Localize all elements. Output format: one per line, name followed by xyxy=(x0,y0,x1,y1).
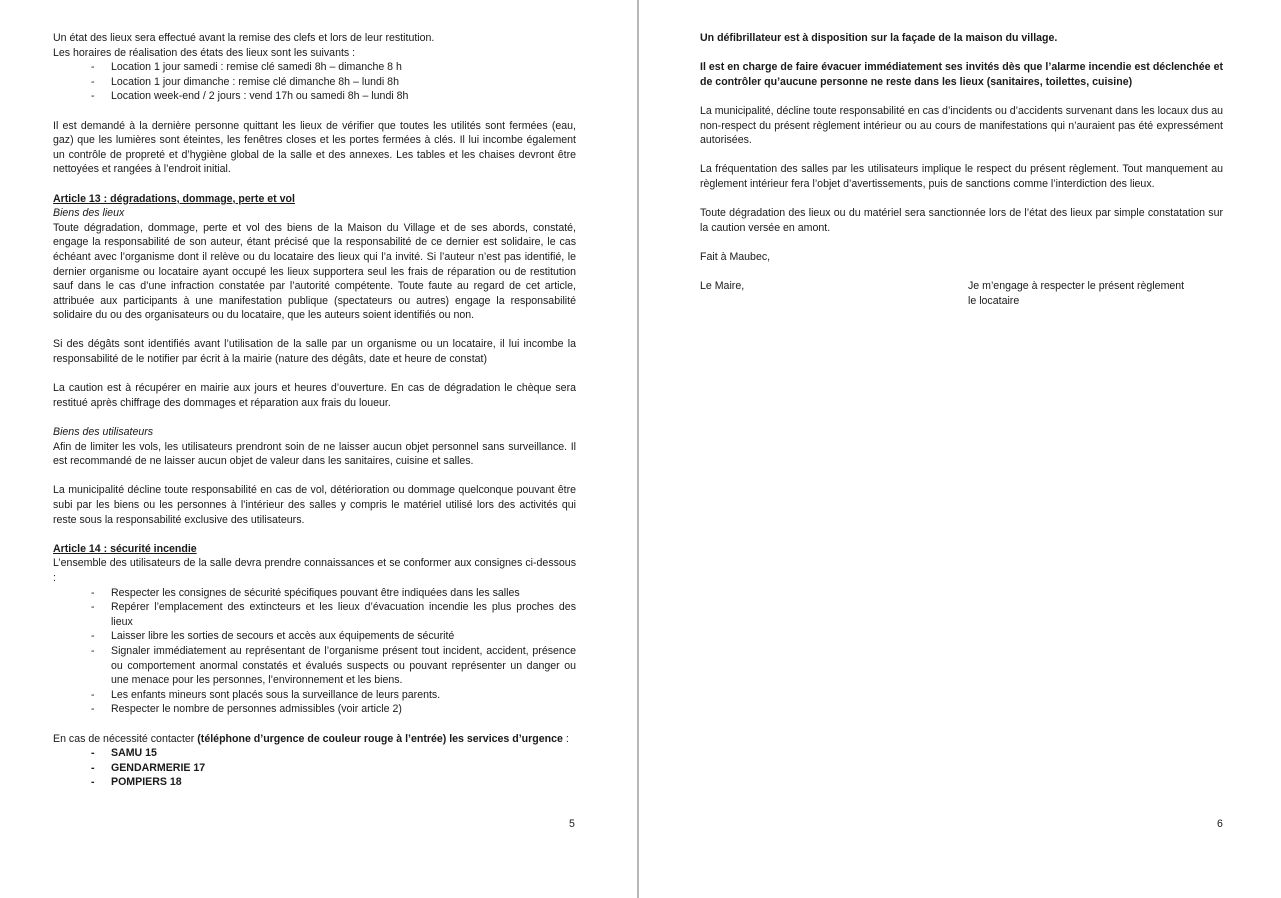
signature-block xyxy=(700,279,1223,309)
paragraph: La municipalité, décline toute responsabilité en cas d’incidents ou d’accidents survenant dans les locaux dus au non-respect du présent règlement intérieur ou au cours de manifestations qui n’auraient pas été expressément autorisées. xyxy=(700,104,1223,147)
list-item: - Location week-end / 2 jours : vend 17h ou samedi 8h – lundi 8h xyxy=(53,89,576,104)
article-14-intro: L’ensemble des utilisateurs de la salle devra prendre connaissances et se conformer aux consignes ci-dessous : xyxy=(53,557,576,584)
list-item: - SAMU 15 xyxy=(53,746,576,761)
list-item: - Respecter le nombre de personnes admissibles (voir article 2) xyxy=(53,702,576,717)
article-13-paragraph: Afin de limiter les vols, les utilisateurs prendront soin de ne laisser aucun objet personnel sans surveillance. Il est recommandé de ne laisser aucun objet de valeur dans les sanitaires, cuisine et salles. xyxy=(53,440,576,468)
page-number: 5 xyxy=(569,818,575,830)
emergency-line: En cas de nécessité contacter (téléphone d’urgence de couleur rouge à l’entrée) les services d’urgence : xyxy=(53,732,569,745)
place-line: Fait à Maubec, xyxy=(700,250,771,263)
commitment-line: Je m’engage à respecter le présent règlement xyxy=(968,280,1185,293)
list-item: - Repérer l’emplacement des extincteurs et les lieux d’évacuation incendie les plus proches des lieux xyxy=(53,600,576,629)
list-item: - Laisser libre les sorties de secours et accès aux équipements de sécurité xyxy=(53,629,576,644)
tenant-label: le locataire xyxy=(968,294,1020,307)
list-item: - Respecter les consignes de sécurité spécifiques pouvant être indiquées dans les salles xyxy=(53,586,576,601)
article-13-paragraph: La caution est à récupérer en mairie aux jours et heures d’ouverture. En cas de dégradation le chèque sera restitué après chiffrage des dommages et réparation aux frais du loueur. xyxy=(53,382,576,409)
paragraph: La fréquentation des salles par les utilisateurs implique le respect du présent règlement. Tout manquement au règlement intérieur fera l’objet d’avertissements, puis de sanctions comme l’interdiction des lieux. xyxy=(700,163,1223,190)
paragraph: Toute dégradation des lieux ou du matériel sera sanctionnée lors de l’état des lieux par simple constatation sur la caution versée en amont. xyxy=(700,207,1223,234)
intro-line-1: Un état des lieux sera effectué avant la remise des clefs et lors de leur restitution. xyxy=(53,32,435,44)
page-5 xyxy=(0,0,637,898)
page-5-body xyxy=(53,31,576,790)
list-item: - Signaler immédiatement au représentant de l’organisme présent tout incident, accident, présence ou comportement anormal constatés et évalués suspects ou pouvant représenter un danger ou une menace pour les personnes, l’environnement et les biens. xyxy=(53,644,576,688)
mayor-label: Le Maire, xyxy=(700,280,745,293)
list-item: - GENDARMERIE 17 xyxy=(53,761,576,776)
emergency-list xyxy=(53,746,576,790)
article-13-paragraph: Toute dégradation, dommage, perte et vol des biens de la Maison du Village et de ses abords, constaté, engage la responsabilité de son auteur, étant précisé que la responsabilité de ce dernier est solidaire, le cas échéant avec l’organisme dont il relève ou du locataire des lieux qui l’a invité. Si l’auteur n’est pas identifié, le dernier organisme ou locataire ayant occupé les lieux supportera seul les frais de réparation ou de restitution sauf dans le cas d’une infraction constatée par l’autorité compétente. Toute faute au regard de cet article, attribuée aux participants à une manifestation publique (spectateurs ou autres) engage la responsabilité solidaire du ou des organisateurs ou du locataire, que les auteurs soient identifiés ou non. xyxy=(53,221,576,322)
article-13-paragraph: La municipalité décline toute responsabilité en cas de vol, détérioration ou dommage quelconque pouvant être subi par les biens ou les personnes à l’intérieur des salles y compris le matériel utilisé lors des activités qui reste sous la responsabilité exclusive des utilisateurs. xyxy=(53,484,576,526)
schedule-list xyxy=(53,60,576,104)
list-item: - Location 1 jour samedi : remise clé samedi 8h – dimanche 8 h xyxy=(53,60,576,75)
page-6 xyxy=(639,0,1281,898)
intro-line-2: Les horaires de réalisation des états des lieux sont les suivants : xyxy=(53,46,356,59)
safety-list xyxy=(53,586,576,717)
list-item: - Les enfants mineurs sont placés sous la surveillance de leurs parents. xyxy=(53,688,576,703)
page-number: 6 xyxy=(1217,818,1223,830)
list-item: - POMPIERS 18 xyxy=(53,775,576,790)
intro-closing: Il est demandé à la dernière personne quittant les lieux de vérifier que toutes les utilités sont fermées (eau, gaz) que les lumières sont éteintes, les fenêtres closes et les portes fermées à clés. Il lui incombe également un contrôle de propreté et d’hygiène global de la salle et des annexes. Les tables et les chaises devront être nettoyées et rangées à l’endroit initial. xyxy=(53,119,576,176)
article-13-title: Article 13 : dégradations, dommage, perte et vol xyxy=(53,192,295,205)
tenant-commitment xyxy=(968,279,1184,308)
article-13-subtitle-1: Biens des lieux xyxy=(53,207,125,220)
list-item: - Location 1 jour dimanche : remise clé dimanche 8h – lundi 8h xyxy=(53,75,576,90)
defibrillator-note: Un défibrillateur est à disposition sur la façade de la maison du village. xyxy=(700,32,1058,44)
article-14-title: Article 14 : sécurité incendie xyxy=(53,542,197,555)
page-6-body xyxy=(700,31,1223,309)
article-13-paragraph: Si des dégâts sont identifiés avant l’utilisation de la salle par un organisme ou un locataire, il lui incombe la responsabilité de le notifier par écrit à la mairie (nature des dégâts, date et heure de constat) xyxy=(53,338,576,366)
alarm-note: Il est en charge de faire évacuer immédiatement ses invités dès que l’alarme incendie est déclenchée et de contrôler qu’aucune personne ne reste dans les lieux (sanitaires, toilettes, cuisine) xyxy=(700,61,1223,88)
article-13-subtitle-2: Biens des utilisateurs xyxy=(53,426,154,439)
